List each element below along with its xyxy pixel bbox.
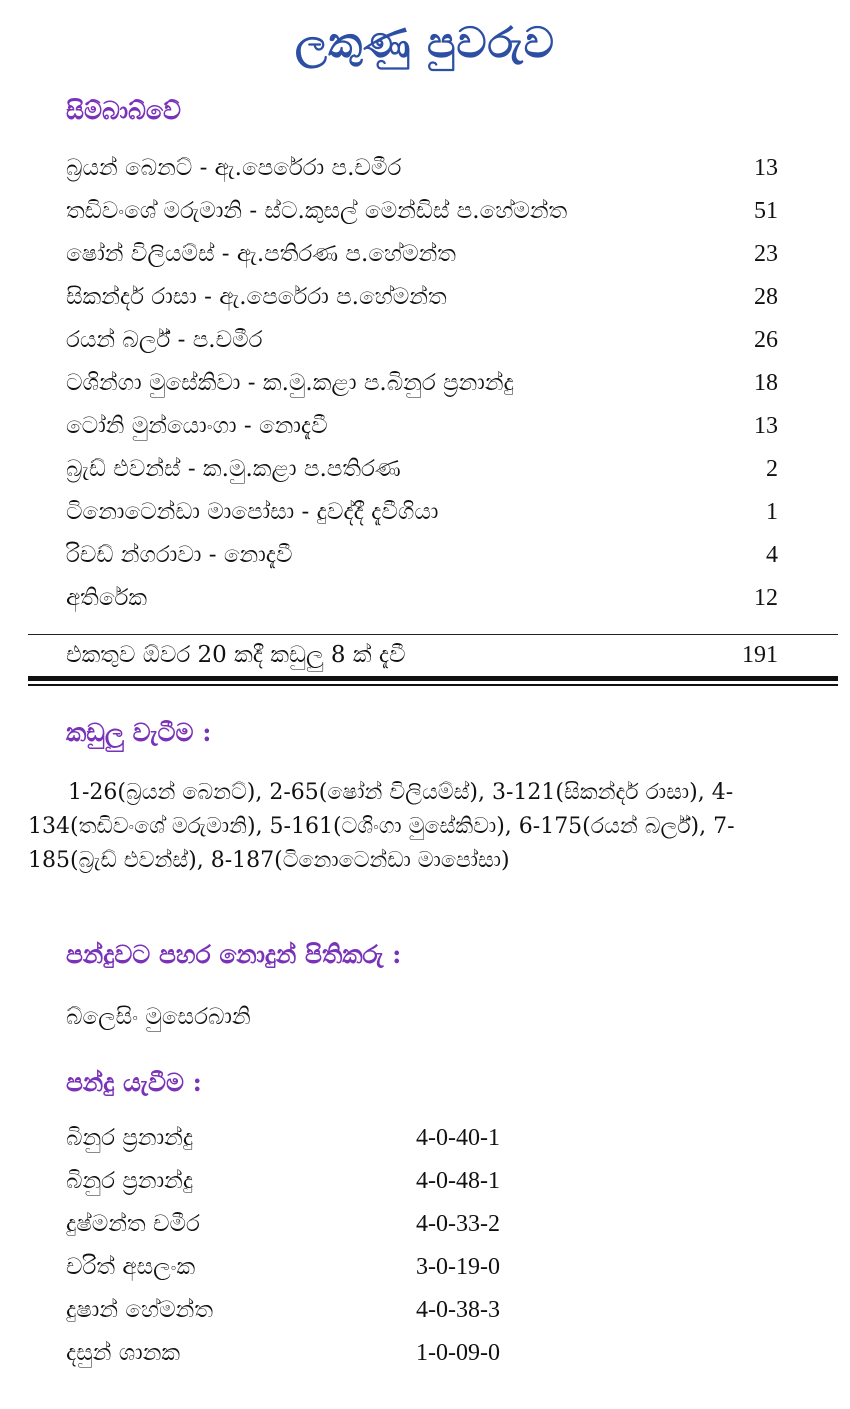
batting-row [66,193,778,229]
batter-runs: 13 [754,154,778,181]
batter-runs: 4 [766,541,778,568]
bowler-figures: 4-0-40-1 [416,1124,500,1151]
batting-row [66,279,778,315]
extras-label: අතිරේක [66,585,148,611]
batter-runs: 1 [766,498,778,525]
batter-dismissal: ටශින්ගා මුසේකිවා - ක.මු.කළා ප.බිනුර ප්‍රනාන්දු [66,370,514,396]
bowler-figures: 3-0-19-0 [416,1253,500,1280]
batting-row [66,365,778,401]
did-not-bat-heading: පන්දුවට පහර නොදුන් පිතිකරු : [66,940,402,969]
bowler-name: බිනුර ප්‍රනාන්දු [66,1168,194,1194]
batter-dismissal: බ්‍රයන් බෙනට් - ඇ.පෙරේරා ප.චමීර [66,155,402,181]
bowling-row [66,1206,526,1242]
batter-runs: 28 [754,283,778,310]
bowling-row [66,1120,526,1156]
batting-row [66,408,778,444]
bowler-figures: 4-0-38-3 [416,1296,500,1323]
divider [28,676,838,681]
batting-row [66,236,778,272]
batter-dismissal: රයන් බර්ල් - ප.චමීර [66,327,263,353]
batter-runs: 2 [766,455,778,482]
divider [28,634,838,635]
batter-dismissal: රිචඩ් න්ගරාවා - නොදැවී [66,542,293,568]
bowler-figures: 4-0-33-2 [416,1210,500,1237]
bowler-figures: 1-0-09-0 [416,1339,500,1366]
batter-runs: 13 [754,412,778,439]
batting-row [66,494,778,530]
bowler-name: දසුන් ශානක [66,1340,181,1366]
total-runs: 191 [742,641,778,668]
bowling-row [66,1335,526,1371]
batting-row [66,537,778,573]
fall-of-wickets-heading: කඩුලු වැටීම : [66,718,212,747]
bowler-name: බිනුර ප්‍රනාන්දු [66,1125,194,1151]
bowling-row [66,1292,526,1328]
batter-runs: 51 [754,197,778,224]
bowler-name: දුෂ්මන්ත චමීර [66,1211,200,1237]
batter-dismissal: සිකන්දර් රාසා - ඇ.පෙරේරා ප.හේමන්ත [66,284,447,310]
batter-dismissal: ටෝනි මුන්යොංගා - නොදැවී [66,413,328,439]
batter-dismissal: තඩිවංශේ මරුමානි - ස්ට.කුසල් මෙන්ඩිස් ප.හේමන්ත [66,198,568,224]
bowling-row [66,1249,526,1285]
batting-row [66,322,778,358]
did-not-bat-player: බ්ලෙසිං මුසෙරබානි [66,1004,251,1030]
total-row [66,637,778,673]
total-label: එකතුව ඕවර 20 කදී කඩුලු 8 ක් දැවී [66,642,406,668]
extras-runs: 12 [754,584,778,611]
batter-dismissal: බ්‍රැඩ් එවන්ස් - ක.මු.කළා ප.පතිරණ [66,456,401,482]
bowler-name: දුෂාන් හේමන්ත [66,1297,213,1323]
batter-runs: 26 [754,326,778,353]
bowler-figures: 4-0-48-1 [416,1167,500,1194]
batting-row [66,150,778,186]
bowling-row [66,1163,526,1199]
team-heading: සිම්බාබ්වේ [66,96,181,125]
bowling-heading: පන්දු යැවීම : [66,1068,202,1097]
divider [28,684,838,686]
fall-of-wickets-text: 1-26(බ්‍රයන් බෙනට්), 2-65(ෂෝන් විලියම්ස්), 3-121(සිකන්දර් රාසා), 4-134(තඩිවංශේ මරුමානි), 5-161(ටශිංගා මුසේකිවා), 6-175(රයන් බර්ල්), 7-185(බ්‍රැඩ් එවන්ස්), 8-187(ටිනොටෙන්ඩා මාපෝසා) [28,780,735,873]
batting-row [66,451,778,487]
batter-dismissal: ටිනොටෙන්ඩා මාපෝසා - දුවද්දී දැවීගියා [66,499,439,525]
extras-row [66,580,778,616]
page-title: ලකුණු පුවරුව [295,18,555,67]
batter-runs: 23 [754,240,778,267]
batter-runs: 18 [754,369,778,396]
bowler-name: චරිත් අසලංක [66,1254,196,1280]
batter-dismissal: ෂෝන් විලියම්ස් - ඇ.පතිරණ ප.හේමන්ත [66,241,456,267]
